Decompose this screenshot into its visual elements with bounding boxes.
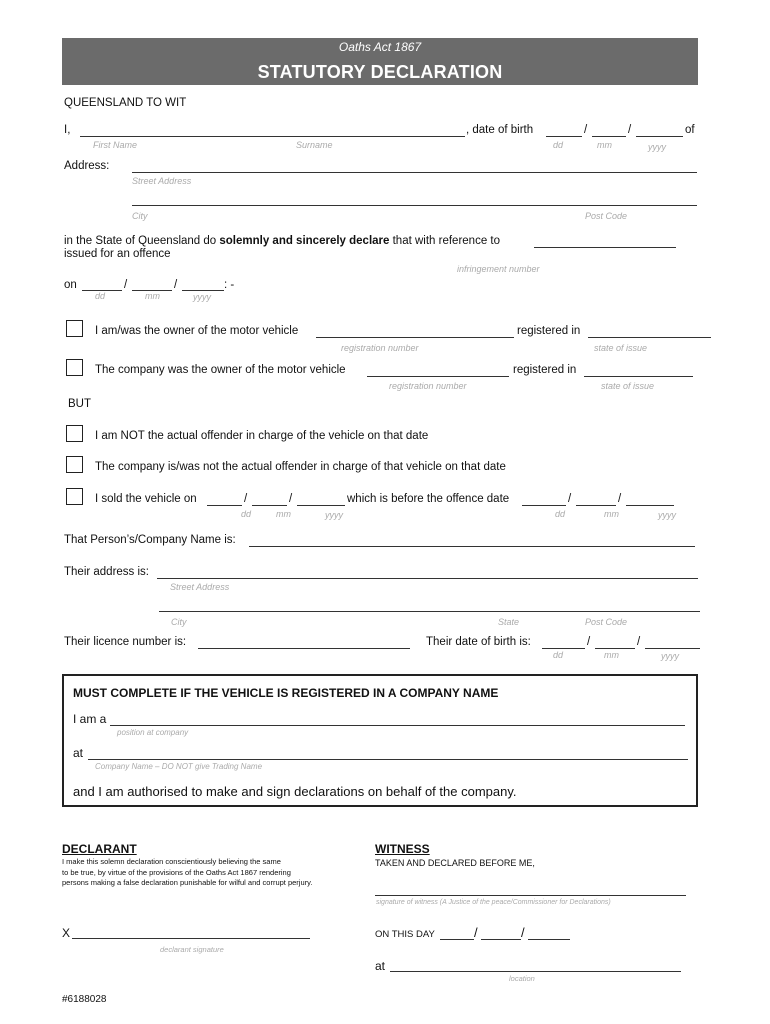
location-field[interactable]: [390, 971, 681, 972]
witness-year-field[interactable]: [528, 939, 570, 940]
dob-label: , date of birth: [466, 124, 534, 136]
owner-checkbox[interactable]: [66, 320, 83, 337]
their-dob-month-field[interactable]: [595, 648, 635, 649]
date-sep: /: [174, 279, 178, 291]
city-hint: City: [132, 211, 148, 221]
witness-signature-hint: signature of witness (A Justice of the peace/Commissioner for Declarations): [376, 899, 611, 906]
company-name-field[interactable]: [88, 759, 688, 760]
company-name-hint: Company Name – DO NOT give Trading Name: [95, 762, 263, 771]
sold-year-field[interactable]: [297, 505, 345, 506]
statement-line: to be true, by virtue of the provisions of the Oaths Act 1867 rendering: [62, 867, 291, 877]
date-sep: /: [244, 493, 248, 505]
company-box-title: MUST COMPLETE IF THE VEHICLE IS REGISTERED IN A COMPANY NAME: [73, 686, 499, 700]
state-of-issue-field[interactable]: [584, 376, 693, 377]
registered-in-label: registered in: [517, 325, 581, 337]
not-offender-text: I am NOT the actual offender in charge of the vehicle on that date: [95, 430, 429, 442]
act-name: Oaths Act 1867: [338, 40, 422, 54]
statement-line: I make this solemn declaration conscientiously believing the same: [62, 857, 281, 866]
their-street-field[interactable]: [157, 578, 698, 579]
state-of-issue-field[interactable]: [588, 337, 711, 338]
licence-number-field[interactable]: [198, 648, 410, 649]
witness-day-field[interactable]: [440, 939, 474, 940]
yyyy-hint: yyyy: [658, 510, 676, 520]
registration-number-field[interactable]: [367, 376, 509, 377]
dd-hint: dd: [553, 140, 564, 150]
offence-day-field[interactable]: [522, 505, 566, 506]
dob-month-field[interactable]: [592, 136, 626, 137]
yyyy-hint: yyyy: [648, 142, 666, 152]
dob-day-field[interactable]: [546, 136, 582, 137]
location-hint: location: [509, 974, 535, 983]
state-hint: state of issue: [594, 343, 648, 353]
their-address-label: Their address is:: [64, 566, 150, 578]
company-owner-checkbox[interactable]: [66, 359, 83, 376]
their-dob-year-field[interactable]: [645, 648, 700, 649]
company-owner-text: The company was the owner of the motor vehicle: [95, 364, 346, 376]
on-this-day-label: ON THIS DAY: [375, 929, 435, 940]
sold-day-field[interactable]: [207, 505, 242, 506]
dob-year-field[interactable]: [636, 136, 683, 137]
before-offence-label: which is before the offence date: [347, 493, 510, 505]
declaration-bold: solemnly and sincerely declare: [219, 235, 390, 247]
declarant-signature-field[interactable]: [72, 938, 310, 939]
declarant-name-field[interactable]: [80, 136, 465, 137]
dob-sep: /: [628, 124, 632, 136]
yyyy-hint: yyyy: [193, 292, 211, 302]
dd-hint: dd: [241, 509, 252, 519]
postcode-hint: Post Code: [585, 617, 628, 627]
city-hint: City: [171, 617, 187, 627]
city-postcode-field[interactable]: [132, 205, 697, 206]
offence-year-field[interactable]: [182, 290, 224, 291]
witness-signature-field[interactable]: [375, 895, 686, 896]
dob-sep: /: [584, 124, 588, 136]
i-am-a-label: I am a: [73, 712, 107, 726]
sold-vehicle-text: I sold the vehicle on: [95, 493, 197, 505]
dd-hint: dd: [95, 291, 106, 301]
witness-heading: WITNESS: [375, 842, 430, 856]
address-label: Address:: [64, 160, 110, 172]
not-offender-checkbox[interactable]: [66, 425, 83, 442]
infringement-hint: infringement number: [457, 264, 540, 274]
offence-year-field[interactable]: [626, 505, 674, 506]
sold-vehicle-checkbox[interactable]: [66, 488, 83, 505]
infringement-number-field[interactable]: [534, 247, 676, 248]
position-field[interactable]: [110, 725, 685, 726]
their-city-field[interactable]: [159, 611, 700, 612]
date-sep: /: [521, 925, 525, 940]
mm-hint: mm: [145, 291, 160, 301]
offence-month-field[interactable]: [576, 505, 616, 506]
street-address-hint: Street Address: [132, 176, 192, 186]
yyyy-hint: yyyy: [661, 651, 679, 661]
owner-option-text: I am/was the owner of the motor vehicle: [95, 325, 299, 337]
registered-in-label: registered in: [513, 364, 577, 376]
registration-hint: registration number: [389, 381, 467, 391]
at-label: at: [73, 746, 84, 760]
position-hint: position at company: [117, 728, 189, 737]
first-name-hint: First Name: [93, 140, 138, 150]
company-not-offender-text: The company is/was not the actual offender in charge of that vehicle on that date: [95, 461, 506, 473]
date-sep: /: [474, 925, 478, 940]
declarant-statement: [62, 857, 312, 889]
of-label: of: [685, 124, 695, 136]
dd-hint: dd: [553, 650, 564, 660]
witness-month-field[interactable]: [481, 939, 521, 940]
issued-label: issued for an offence: [64, 248, 171, 260]
jurisdiction: QUEENSLAND TO WIT: [64, 97, 187, 109]
statement-line: persons making a false declaration punishable for wilful and corrupt perjury.: [62, 878, 313, 887]
street-address-field[interactable]: [132, 172, 697, 173]
sold-month-field[interactable]: [252, 505, 287, 506]
declaration-pre: in the State of Queensland do: [64, 235, 217, 247]
street-address-hint: Street Address: [170, 582, 230, 592]
date-sep: /: [637, 636, 641, 648]
their-dob-day-field[interactable]: [542, 648, 585, 649]
authorised-text: and I am authorised to make and sign declarations on behalf of the company.: [73, 784, 517, 799]
mm-hint: mm: [604, 650, 619, 660]
state-hint: State: [498, 617, 520, 627]
form-number: #6188028: [62, 994, 107, 1005]
i-label: I,: [64, 124, 71, 136]
person-name-label: That Person’s/Company Name is:: [64, 534, 236, 546]
their-dob-label: Their date of birth is:: [426, 636, 531, 648]
date-sep: /: [568, 493, 572, 505]
date-sep: /: [618, 493, 622, 505]
declaration-text: [64, 235, 500, 247]
x-mark: X: [62, 926, 71, 940]
postcode-hint: Post Code: [585, 211, 628, 221]
mm-hint: mm: [597, 140, 612, 150]
dd-hint: dd: [555, 509, 566, 519]
registration-hint: registration number: [341, 343, 419, 353]
person-name-field[interactable]: [249, 546, 695, 547]
licence-label: Their licence number is:: [64, 636, 187, 648]
mm-hint: mm: [604, 509, 619, 519]
mm-hint: mm: [276, 509, 291, 519]
surname-hint: Surname: [296, 140, 333, 150]
but-label: BUT: [68, 398, 91, 410]
form-title: STATUTORY DECLARATION: [257, 62, 503, 82]
taken-declared-label: TAKEN AND DECLARED BEFORE ME,: [375, 858, 535, 868]
company-not-offender-checkbox[interactable]: [66, 456, 83, 473]
registration-number-field[interactable]: [316, 337, 514, 338]
date-suffix: : -: [224, 279, 235, 291]
yyyy-hint: yyyy: [325, 510, 343, 520]
declaration-post: that with reference to: [392, 235, 501, 247]
date-sep: /: [124, 279, 128, 291]
date-sep: /: [289, 493, 293, 505]
date-sep: /: [587, 636, 591, 648]
state-hint: state of issue: [601, 381, 655, 391]
declarant-signature-hint: declarant signature: [160, 945, 224, 954]
on-label: on: [64, 279, 77, 291]
form-header: [62, 38, 698, 85]
declarant-heading: DECLARANT: [62, 842, 137, 856]
witness-at-label: at: [375, 959, 386, 973]
